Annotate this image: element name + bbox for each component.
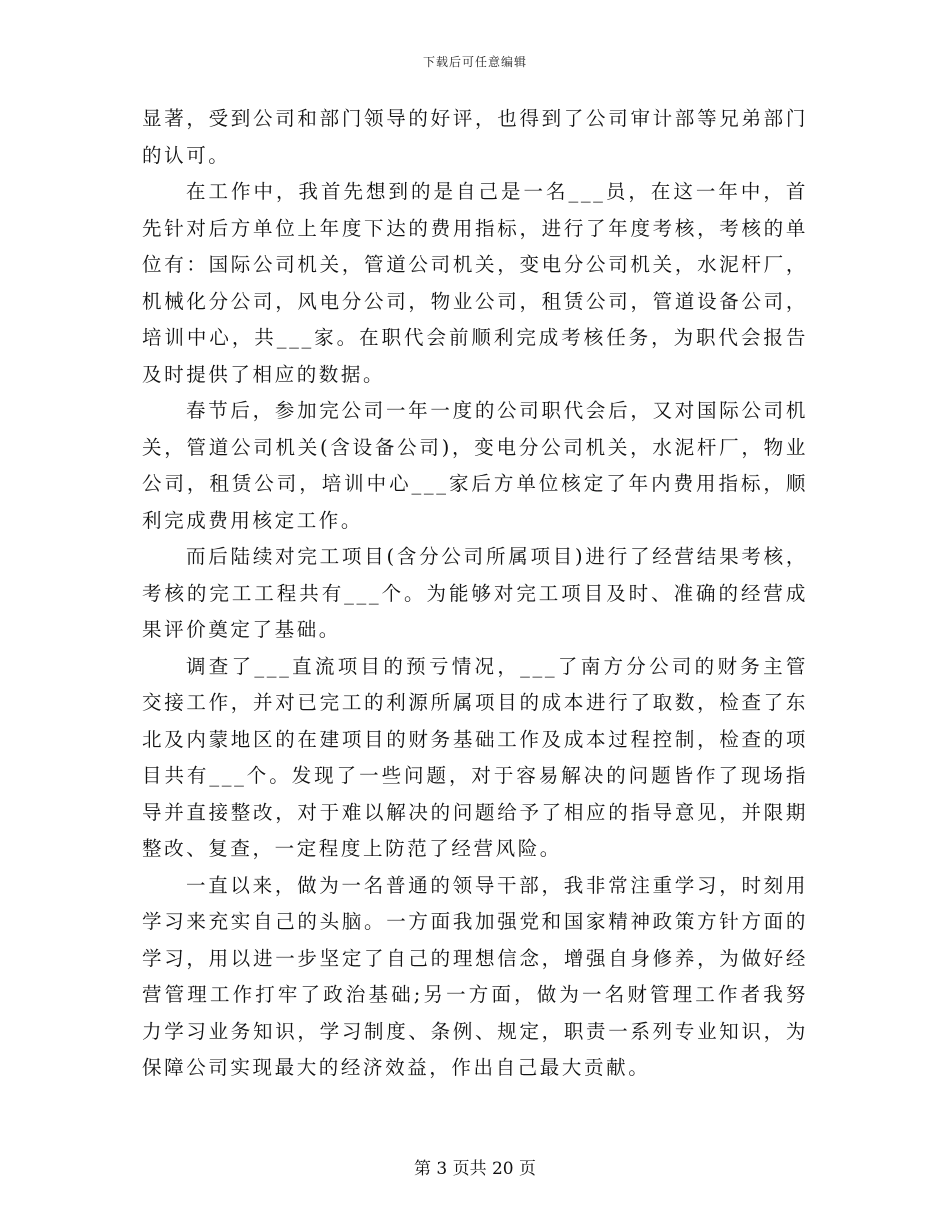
page-header: 下载后可任意编辑 xyxy=(422,55,527,69)
paragraph: 调查了___直流项目的预亏情况，___了南方分公司的财务主管交接工作，并对已完工的利源所属项目的成本进行了取数，检查了东北及内蒙地区的在建项目的财务基础工作及成本过程控制，检查的项目共有___个。发现了一些问题，对于容易解决的问题皆作了现场指导并直接整改，对于难以解决的问题给予了相应的指导意见，并限期整改、复查，一定程度上防范了经营风险。 xyxy=(142,654,808,860)
paragraph: 春节后，参加完公司一年一度的公司职代会后，又对国际公司机关，管道公司机关(含设备公司)，变电分公司机关，水泥杆厂，物业公司，租赁公司，培训中心___家后方单位核定了年内费用指标，顺利完成费用核定工作。 xyxy=(142,399,808,532)
paragraph: 一直以来，做为一名普通的领导干部，我非常注重学习，时刻用学习来充实自己的头脑。一方面我加强党和国家精神政策方针方面的学习，用以进一步坚定了自己的理想信念，增强自身修养，为做好经营管理工作打牢了政治基础;另一方面，做为一名财管理工作者我努力学习业务知识，学习制度、条例、规定，职责一系列专业知识，为保障公司实现最大的经济效益，作出自己最大贡献。 xyxy=(142,873,808,1079)
document-body xyxy=(142,101,808,1087)
paragraph: 在工作中，我首先想到的是自己是一名___员，在这一年中，首先针对后方单位上年度下达的费用指标，进行了年度考核，考核的单位有：国际公司机关，管道公司机关，变电分公司机关，水泥杆厂，机械化分公司，风电分公司，物业公司，租赁公司，管道设备公司，培训中心，共___家。在职代会前顺利完成考核任务，为职代会报告及时提供了相应的数据。 xyxy=(142,180,808,386)
paragraph: 显著，受到公司和部门领导的好评，也得到了公司审计部等兄弟部门的认可。 xyxy=(142,107,808,167)
paragraph: 而后陆续对完工项目(含分公司所属项目)进行了经营结果考核，考核的完工工程共有___个。为能够对完工项目及时、准确的经营成果评价奠定了基础。 xyxy=(142,545,808,641)
page-number-footer: 第 3 页共 20 页 xyxy=(413,1159,537,1179)
